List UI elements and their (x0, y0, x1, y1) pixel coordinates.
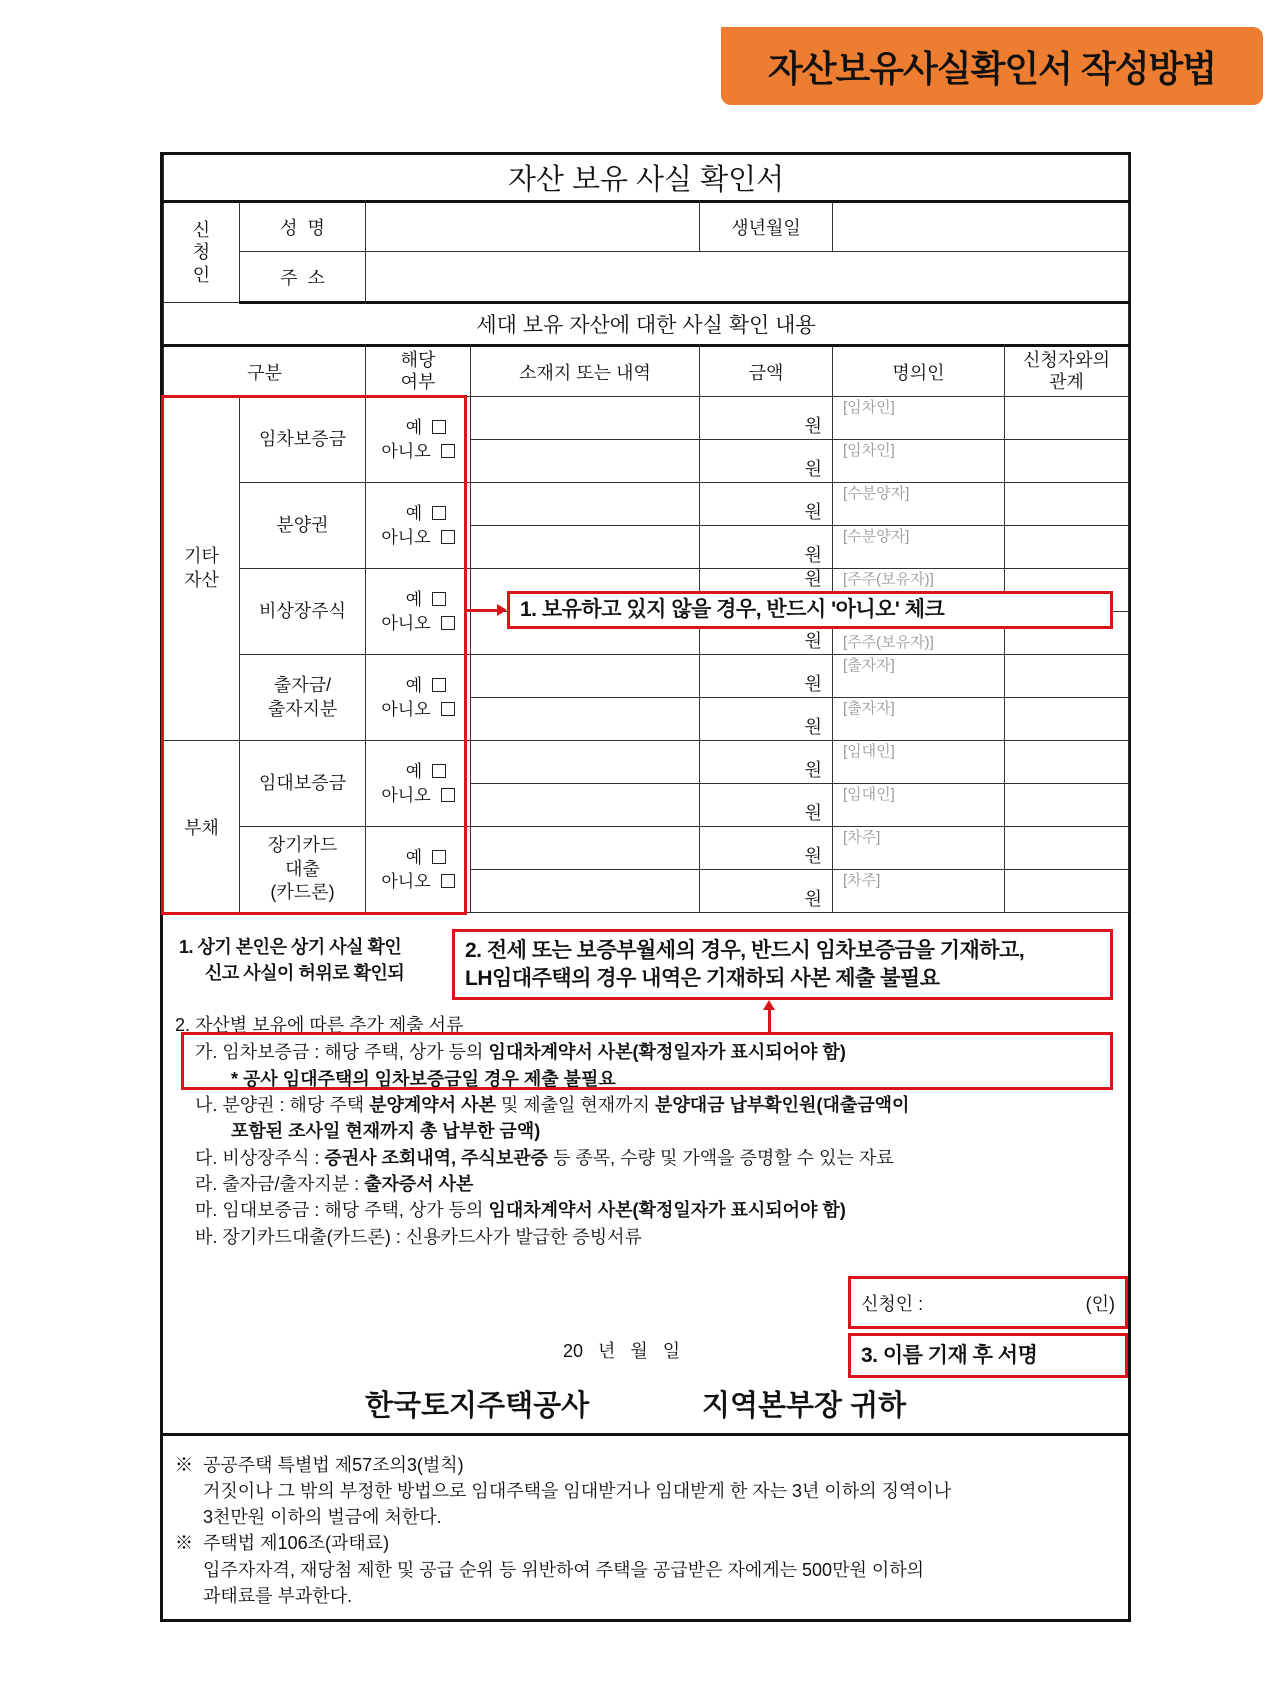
no-label: 아니오 (381, 527, 431, 547)
holder-placeholder: [임대인] (843, 786, 895, 803)
relation-field[interactable] (1005, 440, 1129, 483)
applicable-column-highlight (161, 395, 467, 915)
location-field[interactable] (471, 827, 700, 870)
address-label: 주 소 (240, 252, 366, 303)
arrow-1-head-icon (497, 604, 507, 616)
yes-label: 예 (405, 589, 423, 609)
item-name: 임차보증금 (240, 397, 366, 483)
note-1-line-1: 1. 상기 본인은 상기 사실 확인 (179, 937, 402, 957)
amount-field[interactable] (700, 698, 833, 741)
won-unit: 원 (804, 416, 822, 436)
no-label: 아니오 (381, 785, 431, 805)
holder-placeholder: [임차인] (843, 399, 895, 416)
won-unit: 원 (804, 569, 822, 589)
no-label: 아니오 (381, 871, 431, 891)
holder-field[interactable] (833, 483, 1005, 526)
holder-field[interactable] (833, 440, 1005, 483)
holder-field[interactable] (833, 526, 1005, 569)
yes-label: 예 (405, 417, 423, 437)
amount-field[interactable] (700, 655, 833, 698)
no-label: 아니오 (381, 441, 431, 461)
legal-2-title: ※ 주택법 제106조(과태료) (175, 1533, 390, 1553)
guide-title: 자산보유사실확인서 작성방법 (767, 47, 1217, 89)
recipient-org: 한국토지주택공사 (365, 1390, 590, 1422)
legal-1-title: ※ 공공주택 특별법 제57조의3(벌칙) (175, 1455, 464, 1475)
signature-box[interactable] (848, 1276, 1128, 1329)
won-unit: 원 (804, 631, 822, 651)
col-applicable: 해당 여부 (366, 346, 471, 397)
name-label: 성 명 (240, 202, 366, 252)
holder-placeholder: [임대인] (843, 743, 895, 760)
holder-field[interactable] (833, 784, 1005, 827)
doc-item-na: 나. 분양권 : 해당 주택 분양계약서 사본 및 제출일 현재까지 분양대금 납부확인원(대출금액이 (195, 1095, 910, 1115)
amount-field[interactable] (700, 827, 833, 870)
amount-field[interactable] (700, 870, 833, 913)
col-category: 구분 (164, 346, 366, 397)
arrow-2-head-icon (763, 1000, 775, 1010)
amount-field[interactable] (700, 483, 833, 526)
location-field[interactable] (471, 870, 700, 913)
relation-field[interactable] (1005, 526, 1129, 569)
legal-2-body-1: 입주자자격, 재당첨 제한 및 공급 순위 등 위반하여 주택을 공급받은 자에게는 500만원 이하의 (203, 1560, 925, 1580)
relation-field[interactable] (1005, 741, 1129, 784)
address-field[interactable] (366, 252, 1129, 303)
doc-item-da: 다. 비상장주식 : 증권사 조회내역, 주식보관증 등 종목, 수량 및 가액을 증명할 수 있는 자료 (195, 1148, 894, 1168)
col-relation: 신청자와의 관계 (1005, 346, 1129, 397)
holder-field[interactable] (833, 741, 1005, 784)
divider (163, 1433, 1128, 1436)
col-holder: 명의인 (833, 346, 1005, 397)
relation-field[interactable] (1005, 655, 1129, 698)
yes-label: 예 (405, 503, 423, 523)
seal-mark: (인) (1085, 1293, 1115, 1314)
won-unit: 원 (804, 545, 822, 565)
no-label: 아니오 (381, 699, 431, 719)
no-label: 아니오 (381, 613, 431, 633)
location-field[interactable] (471, 698, 700, 741)
won-unit: 원 (804, 502, 822, 522)
yes-label: 예 (405, 761, 423, 781)
callout-2: 2. 전세 또는 보증부월세의 경우, 반드시 임차보증금을 기재하고, LH임대주택의 경우 내역은 기재하되 사본 제출 불필요 (452, 929, 1113, 1000)
birth-label: 생년월일 (700, 202, 833, 252)
relation-field[interactable] (1005, 397, 1129, 440)
relation-field[interactable] (1005, 827, 1129, 870)
birth-field[interactable] (833, 202, 1129, 252)
amount-field[interactable] (700, 440, 833, 483)
holder-placeholder: [수분양자] (843, 485, 910, 502)
won-unit: 원 (804, 717, 822, 737)
yes-label: 예 (405, 847, 423, 867)
amount-field[interactable] (700, 741, 833, 784)
form-title: 자산 보유 사실 확인서 (164, 155, 1129, 202)
amount-field[interactable] (700, 397, 833, 440)
doc-item-ga-note: * 공사 임대주택의 임차보증금일 경우 제출 불필요 (231, 1069, 616, 1089)
won-unit: 원 (804, 459, 822, 479)
legal-1-body-2: 3천만원 이하의 벌금에 처한다. (203, 1507, 442, 1527)
holder-field[interactable] (833, 870, 1005, 913)
doc-item-na-line-2: 포함된 조사일 현재까지 총 납부한 금액) (231, 1121, 541, 1141)
doc-item-ma: 마. 임대보증금 : 해당 주택, 상가 등의 임대차계약서 사본(확정일자가 표시되어야 함) (195, 1200, 846, 1220)
item-name: 임대보증금 (240, 741, 366, 827)
relation-field[interactable] (1005, 483, 1129, 526)
location-field[interactable] (471, 397, 700, 440)
location-field[interactable] (471, 741, 700, 784)
group-liabilities: 부채 (164, 741, 240, 913)
won-unit: 원 (804, 846, 822, 866)
item-name: 출자금/ 출자지분 (240, 655, 366, 741)
date-line: 20 년 월 일 (563, 1341, 681, 1361)
legal-2-body-2: 과태료를 부과한다. (203, 1586, 353, 1606)
amount-field[interactable] (700, 784, 833, 827)
holder-placeholder: [수분양자] (843, 528, 910, 545)
doc-item-ba: 바. 장기카드대출(카드론) : 신용카드사가 발급한 증빙서류 (195, 1227, 642, 1247)
holder-field[interactable] (833, 698, 1005, 741)
note-2-heading: 2. 자산별 보유에 따른 추가 제출 서류 (175, 1015, 464, 1035)
holder-placeholder: [주주(보유자)] (843, 634, 934, 651)
relation-field[interactable] (1005, 698, 1129, 741)
applicant-label: 신 청 인 (164, 202, 240, 303)
relation-field[interactable] (1005, 784, 1129, 827)
legal-1-body-1: 거짓이나 그 밖의 부정한 방법으로 임대주택을 임대받거나 임대받게 한 자는 3년 이하의 징역이나 (203, 1481, 952, 1501)
doc-item-ga: 가. 임차보증금 : 해당 주택, 상가 등의 임대차계약서 사본(확정일자가 표시되어야 함) (195, 1042, 846, 1062)
amount-field[interactable] (700, 526, 833, 569)
holder-placeholder: [임차인] (843, 442, 895, 459)
item-name: 비상장주식 (240, 569, 366, 655)
item-name: 분양권 (240, 483, 366, 569)
doc-item-ra: 라. 출자금/출자지분 : 출자증서 사본 (195, 1174, 474, 1194)
location-field[interactable] (471, 440, 700, 483)
group-other-assets: 기타 자산 (164, 397, 240, 741)
note-1-line-2: 신고 사실이 허위로 확인되 (205, 963, 405, 983)
arrow-1 (467, 609, 501, 612)
holder-placeholder: [출자자] (843, 657, 895, 674)
holder-placeholder: [주주(보유자)] (843, 571, 934, 588)
location-field[interactable] (471, 483, 700, 526)
holder-placeholder: [차주] (843, 829, 881, 846)
holder-field[interactable] (833, 655, 1005, 698)
col-location: 소재지 또는 내역 (471, 346, 700, 397)
won-unit: 원 (804, 889, 822, 909)
lease-deposit-highlight (181, 1032, 1113, 1090)
holder-field[interactable] (833, 827, 1005, 870)
relation-field[interactable] (1005, 870, 1129, 913)
callout-3: 3. 이름 기재 후 서명 (848, 1333, 1128, 1378)
item-name: 장기카드 대출 (카드론) (240, 827, 366, 913)
col-amount: 금액 (700, 346, 833, 397)
recipient-dept: 지역본부장 귀하 (702, 1390, 907, 1422)
yes-label: 예 (405, 675, 423, 695)
section-title: 세대 보유 자산에 대한 사실 확인 내용 (164, 303, 1129, 346)
callout-1: 1. 보유하고 있지 않을 경우, 반드시 '아니오' 체크 (507, 591, 1113, 629)
holder-placeholder: [출자자] (843, 700, 895, 717)
applicant-signature-label: 신청인 : (861, 1293, 924, 1314)
holder-placeholder: [차주] (843, 872, 881, 889)
name-field[interactable] (366, 202, 700, 252)
guide-title-badge (721, 27, 1263, 105)
won-unit: 원 (804, 760, 822, 780)
won-unit: 원 (804, 803, 822, 823)
won-unit: 원 (804, 674, 822, 694)
location-field[interactable] (471, 655, 700, 698)
holder-field[interactable] (833, 397, 1005, 440)
location-field[interactable] (471, 526, 700, 569)
location-field[interactable] (471, 784, 700, 827)
